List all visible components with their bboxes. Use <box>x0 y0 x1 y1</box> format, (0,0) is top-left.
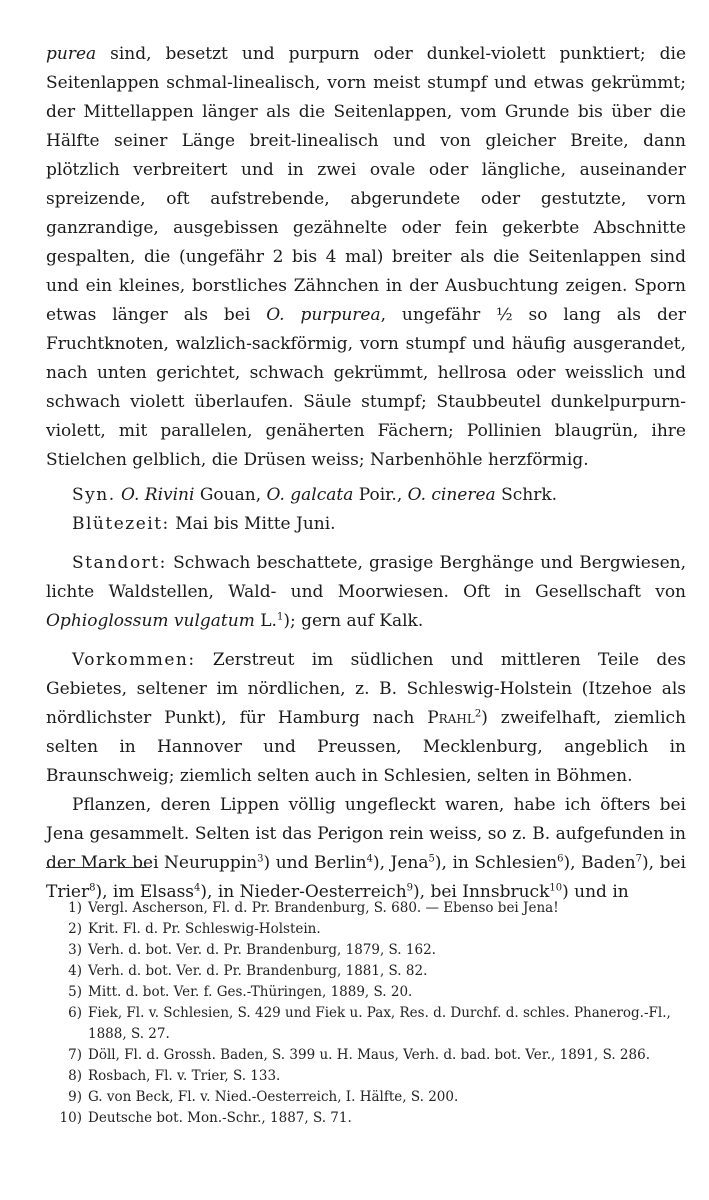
text-run: Poir., <box>353 485 408 505</box>
text-run: ); gern auf Kalk. <box>283 611 424 631</box>
text-run: L. <box>254 611 277 631</box>
paragraph-synonyms <box>46 481 686 510</box>
text-run: Zerstreut im südlichen und mittleren Teile des Gebietes, seltener im nördlichen, z. B. Schleswig-Holstein (Itzehoe als nördlichster Punkt), für Hamburg nach <box>46 650 686 728</box>
footnote-text: Vergl. Ascherson, Fl. d. Pr. Brandenburg, S. 680. — Ebenso bei Jena! <box>88 900 559 916</box>
footnote <box>46 961 686 982</box>
footnote <box>46 1045 686 1066</box>
footnote-number: 1) <box>68 900 82 916</box>
footnote-number: 3) <box>68 942 82 958</box>
footnote-separator <box>46 867 150 868</box>
text-run: ), bei Trier <box>46 853 686 902</box>
text-run: ), bei Innsbruck <box>413 882 550 902</box>
text-run: Pflanzen, deren Lippen völlig ungefleckt waren, habe ich öfters bei Jena gesammelt. Selten ist das Perigon rein weiss, so z. B. aufgefunden in der Mark bei Neuruppin <box>46 795 686 873</box>
small-caps-text: Prahl <box>427 708 475 728</box>
text-run: Schrk. <box>495 485 558 505</box>
footnote <box>46 982 686 1003</box>
italic-text: O. cinerea <box>407 485 496 505</box>
footnote-text: Krit. Fl. d. Pr. Schleswig-Holstein. <box>88 921 321 937</box>
spaced-heading-text: Standort: <box>72 553 167 573</box>
footnote-reference: 10 <box>549 882 563 894</box>
footnote-text: Deutsche bot. Mon.-Schr., 1887, S. 71. <box>88 1110 352 1126</box>
footnote-text: Mitt. d. bot. Ver. f. Ges.-Thüringen, 1889, S. 20. <box>88 984 413 1000</box>
paragraph-occurrence <box>46 646 686 791</box>
footnote-reference: 4 <box>194 882 201 894</box>
footnote <box>46 940 686 961</box>
italic-text: O. Rivini <box>121 485 195 505</box>
italic-text: Ophioglossum vulgatum <box>46 611 255 631</box>
footnote-number: 5) <box>68 984 82 1000</box>
footnote-reference: 8 <box>89 882 96 894</box>
italic-text: O. galcata <box>266 485 354 505</box>
footnote-number: 7) <box>68 1047 82 1063</box>
footnote-text: Verh. d. bot. Ver. d. Pr. Brandenburg, 1881, S. 82. <box>88 963 428 979</box>
footnote-reference: 2 <box>474 708 482 720</box>
footnote <box>46 1087 686 1108</box>
footnote-text: Fiek, Fl. v. Schlesien, S. 429 und Fiek u. Pax, Res. d. Durchf. d. schles. Phanerog.-Fl., 1888, S. 27. <box>88 1005 671 1042</box>
spaced-heading-text: Syn. <box>72 485 116 505</box>
italic-text: purea <box>46 44 97 64</box>
paragraph-habitat <box>46 549 686 636</box>
text-run: Mai bis Mitte Juni. <box>169 514 336 534</box>
footnote-number: 6) <box>68 1005 82 1021</box>
footnote-reference: 1 <box>276 611 284 623</box>
paragraph-variants <box>46 791 686 907</box>
text-run: ) zweifelhaft, ziemlich selten in Hannover und Preussen, Mecklenburg, angeblich in Braunschweig; ziemlich selten auch in Schlesien, selten in Böhmen. <box>46 708 686 786</box>
footnote-reference: 7 <box>635 853 643 865</box>
paragraph-description <box>46 40 686 475</box>
text-run: ), in Nieder-Oesterreich <box>200 882 407 902</box>
text-run: ), Jena <box>372 853 429 873</box>
footnote-reference: 5 <box>428 853 435 865</box>
footnote <box>46 1108 686 1129</box>
footnote-reference: 9 <box>406 882 414 894</box>
footnote-number: 9) <box>68 1089 82 1105</box>
footnote-reference: 3 <box>257 853 264 865</box>
footnote-reference: 6 <box>557 853 564 865</box>
footnote-number: 8) <box>68 1068 82 1084</box>
text-run: ), im Elsass <box>95 882 195 902</box>
footnote-reference: 4 <box>366 853 373 865</box>
footnote-number: 2) <box>68 921 82 937</box>
footnote-text: Döll, Fl. d. Grossh. Baden, S. 399 u. H. Maus, Verh. d. bad. bot. Ver., 1891, S. 286. <box>88 1047 650 1063</box>
text-run: Schwach beschattete, grasige Berghänge und Bergwiesen, lichte Waldstellen, Wald- und Moorwiesen. Oft in Gesellschaft von <box>46 553 686 602</box>
text-run: , ungefähr ½ so lang als der Fruchtknoten, walzlich-sackförmig, vorn stumpf und häufig ausgerandet, nach unten gerichtet, schwach gekrümmt, hellrosa oder weisslich und schwach violett überlaufen. Säule stumpf; Staubbeutel dunkelpurpurn-violett, mit parallelen, genäherten Fächern; Pollinien blaugrün, ihre Stielchen gelblich, die Drüsen weiss; Narbenhöhle herzförmig. <box>46 305 687 470</box>
text-run: ), in Schlesien <box>434 853 558 873</box>
footnote-text: Rosbach, Fl. v. Trier, S. 133. <box>88 1068 281 1084</box>
footnote-text: G. von Beck, Fl. v. Nied.-Oesterreich, I. Hälfte, S. 200. <box>88 1089 459 1105</box>
spaced-heading-text: Vorkommen: <box>72 650 196 670</box>
spaced-heading-text: Blütezeit: <box>72 514 170 534</box>
text-run: ) und in <box>562 882 629 902</box>
paragraph-bloom-time <box>46 510 686 539</box>
main-text <box>46 40 686 907</box>
footnote <box>46 1066 686 1087</box>
footnote-number: 4) <box>68 963 82 979</box>
footnotes-list <box>46 898 686 1129</box>
italic-text: O. purpurea <box>266 305 381 325</box>
footnote-number: 10) <box>59 1110 82 1126</box>
footnote <box>46 1003 686 1045</box>
text-run: ), Baden <box>563 853 636 873</box>
footnote-text: Verh. d. bot. Ver. d. Pr. Brandenburg, 1879, S. 162. <box>88 942 436 958</box>
footnote <box>46 919 686 940</box>
text-run: Gouan, <box>194 485 267 505</box>
text-run: ) und Berlin <box>263 853 367 873</box>
text-run: sind, besetzt und purpurn oder dunkel-violett punktiert; die Seitenlappen schmal-linealisch, vorn meist stumpf und etwas gekrümmt; der Mittellappen länger als die Seitenlappen, vom Grunde bis über die Hälfte seiner Länge breit-linealisch und von gleicher Breite, dann plötzlich verbreitert und in zwei ovale oder längliche, auseinander spreizende, oft aufstrebende, abgerundete oder gestutzte, vorn ganzrandige, ausgebissen gezähnelte oder fein gekerbte Abschnitte gespalten, die (ungefähr 2 bis 4 mal) breiter als die Seitenlappen sind und ein kleines, borstliches Zähnchen in der Ausbuchtung zeigen. Sporn etwas länger als bei <box>46 44 686 325</box>
footnote <box>46 898 686 919</box>
